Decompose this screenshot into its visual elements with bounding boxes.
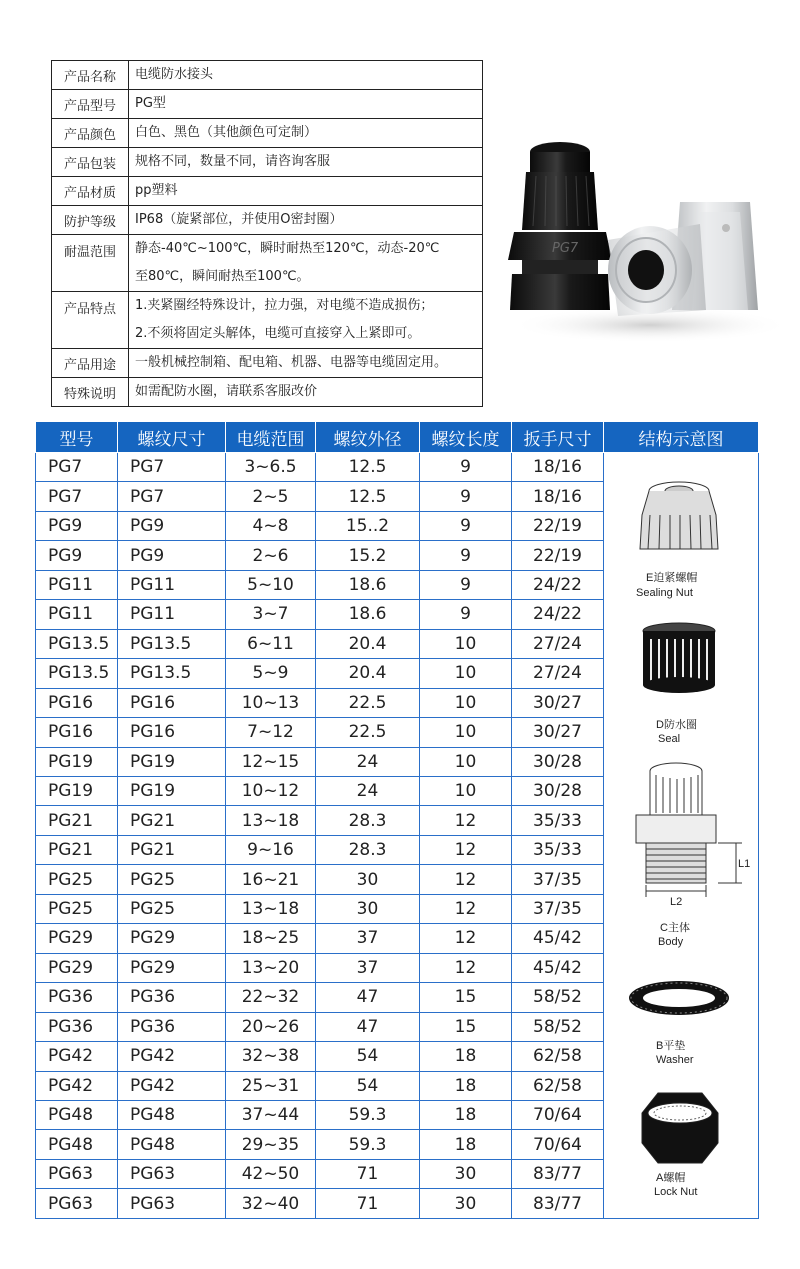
table-cell: 15.2	[316, 541, 420, 570]
table-cell: 37	[316, 924, 420, 953]
info-value-cell	[129, 235, 483, 292]
table-cell: 12	[420, 865, 512, 894]
info-value-cell	[129, 206, 483, 235]
table-cell: 3~6.5	[226, 453, 316, 482]
info-row	[52, 235, 483, 292]
table-cell: 30	[420, 1189, 512, 1219]
table-cell: PG25	[118, 865, 226, 894]
table-cell: PG7	[118, 453, 226, 482]
table-cell: 25~31	[226, 1071, 316, 1100]
table-cell: 12.5	[316, 453, 420, 482]
table-cell: 18	[420, 1100, 512, 1129]
info-value-cell	[129, 119, 483, 148]
table-cell: 9	[420, 570, 512, 599]
table-cell: PG48	[118, 1130, 226, 1159]
table-cell: PG7	[118, 482, 226, 511]
part-label-cn: C主体	[660, 922, 690, 934]
table-cell: 9~16	[226, 835, 316, 864]
table-cell: 62/58	[512, 1071, 604, 1100]
info-value: 一般机械控制箱、配电箱、机器、电器等电缆固定用。	[135, 355, 448, 370]
table-cell: 18	[420, 1071, 512, 1100]
white-gland-image	[608, 202, 758, 316]
table-cell: 9	[420, 511, 512, 540]
info-row	[52, 61, 483, 90]
table-cell: 12.5	[316, 482, 420, 511]
info-value-line2: 2.不须将固定头解体，电缆可直接穿入上紧即可。	[135, 326, 421, 341]
table-cell: PG11	[36, 570, 118, 599]
table-cell: 71	[316, 1189, 420, 1219]
table-cell: 22/19	[512, 511, 604, 540]
info-value: 白色、黑色（其他颜色可定制）	[135, 125, 318, 140]
info-row	[52, 349, 483, 378]
table-cell: PG36	[118, 983, 226, 1012]
table-cell: PG63	[118, 1159, 226, 1188]
table-cell: PG29	[36, 924, 118, 953]
table-cell: PG36	[118, 1012, 226, 1041]
part-label-cn: E迫紧螺帽	[646, 572, 698, 584]
table-cell: PG11	[118, 570, 226, 599]
table-cell: PG9	[118, 541, 226, 570]
info-key: 产品名称	[52, 61, 129, 90]
info-value: 静态-40℃~100℃，瞬时耐热至120℃，动态-20℃	[135, 241, 440, 256]
column-header: 型号	[36, 422, 118, 453]
part-label-cn: D防水圈	[656, 719, 697, 731]
table-cell: 32~40	[226, 1189, 316, 1219]
table-cell: 27/24	[512, 659, 604, 688]
table-cell: 18/16	[512, 482, 604, 511]
info-value: PG型	[135, 96, 166, 111]
table-cell: 18	[420, 1130, 512, 1159]
table-cell: PG42	[118, 1042, 226, 1071]
table-cell: 10	[420, 718, 512, 747]
table-cell: 45/42	[512, 924, 604, 953]
table-cell: PG42	[36, 1071, 118, 1100]
table-cell: PG11	[36, 600, 118, 629]
table-cell: 2~6	[226, 541, 316, 570]
table-cell: 3~7	[226, 600, 316, 629]
table-cell: PG21	[36, 835, 118, 864]
column-header: 螺纹外径	[316, 422, 420, 453]
info-value: 规格不同，数量不同，请咨询客服	[135, 154, 331, 169]
info-value-line2: 至80℃，瞬间耐热至100℃。	[135, 269, 310, 284]
column-header: 结构示意图	[604, 422, 759, 453]
column-header: 电缆范围	[226, 422, 316, 453]
info-key: 产品用途	[52, 349, 129, 378]
table-cell: PG19	[118, 747, 226, 776]
table-cell: 24/22	[512, 570, 604, 599]
table-cell: 54	[316, 1042, 420, 1071]
table-cell: 4~8	[226, 511, 316, 540]
table-cell: 71	[316, 1159, 420, 1188]
table-cell: 32~38	[226, 1042, 316, 1071]
table-cell: 10	[420, 776, 512, 805]
table-cell: 37/35	[512, 894, 604, 923]
dim-l2-label: L2	[670, 896, 683, 908]
table-cell: 30	[316, 894, 420, 923]
info-row	[52, 292, 483, 349]
table-cell: PG63	[36, 1159, 118, 1188]
table-cell: 13~18	[226, 894, 316, 923]
table-cell: 16~21	[226, 865, 316, 894]
info-row	[52, 177, 483, 206]
body-icon	[636, 763, 742, 897]
table-cell: PG16	[118, 718, 226, 747]
table-cell: 27/24	[512, 629, 604, 658]
table-cell: 18	[420, 1042, 512, 1071]
black-gland-image	[508, 142, 612, 310]
table-cell: PG9	[36, 511, 118, 540]
table-cell: PG25	[118, 894, 226, 923]
table-cell: 5~10	[226, 570, 316, 599]
table-cell: 30/28	[512, 747, 604, 776]
part-label-en: Lock Nut	[654, 1186, 698, 1198]
table-cell: PG36	[36, 983, 118, 1012]
table-cell: 15	[420, 1012, 512, 1041]
table-cell: PG19	[118, 776, 226, 805]
table-cell: PG7	[36, 453, 118, 482]
part-label-en: Seal	[658, 733, 681, 745]
table-cell: PG36	[36, 1012, 118, 1041]
table-cell: PG29	[36, 953, 118, 982]
column-header: 螺纹长度	[420, 422, 512, 453]
table-cell: PG13.5	[118, 629, 226, 658]
table-cell: 83/77	[512, 1189, 604, 1219]
sealing-nut-icon	[640, 482, 718, 549]
info-row	[52, 148, 483, 177]
info-row	[52, 206, 483, 235]
table-cell: 20.4	[316, 629, 420, 658]
product-marking: PG7	[552, 241, 579, 256]
table-cell: PG42	[36, 1042, 118, 1071]
table-cell: 24/22	[512, 600, 604, 629]
table-cell: 18.6	[316, 570, 420, 599]
table-cell: 13~20	[226, 953, 316, 982]
table-cell: 30/27	[512, 688, 604, 717]
column-header: 螺纹尺寸	[118, 422, 226, 453]
info-row	[52, 378, 483, 407]
info-key: 产品材质	[52, 177, 129, 206]
lock-nut-icon	[642, 1093, 718, 1163]
table-cell: 10~12	[226, 776, 316, 805]
table-cell: 9	[420, 541, 512, 570]
table-cell: PG29	[118, 924, 226, 953]
dim-l1-label: L1	[738, 858, 751, 870]
table-cell: 10	[420, 688, 512, 717]
table-cell: 5~9	[226, 659, 316, 688]
table-cell: PG16	[36, 688, 118, 717]
table-cell: PG48	[118, 1100, 226, 1129]
table-cell: 22.5	[316, 718, 420, 747]
table-cell: PG48	[36, 1100, 118, 1129]
info-key: 耐温范围	[52, 235, 129, 292]
table-cell: 58/52	[512, 983, 604, 1012]
table-cell: 37/35	[512, 865, 604, 894]
table-cell: 22/19	[512, 541, 604, 570]
info-row	[52, 90, 483, 119]
table-cell: 2~5	[226, 482, 316, 511]
structure-diagram	[606, 453, 756, 1213]
info-key: 产品颜色	[52, 119, 129, 148]
table-cell: 30	[420, 1159, 512, 1188]
table-cell: PG11	[118, 600, 226, 629]
product-info-table	[51, 60, 483, 407]
table-cell: 37~44	[226, 1100, 316, 1129]
info-key: 产品特点	[52, 292, 129, 349]
table-cell: PG29	[118, 953, 226, 982]
table-cell: 42~50	[226, 1159, 316, 1188]
table-cell: 29~35	[226, 1130, 316, 1159]
table-cell: 12	[420, 953, 512, 982]
table-cell: 62/58	[512, 1042, 604, 1071]
table-cell: 24	[316, 776, 420, 805]
table-cell: PG16	[118, 688, 226, 717]
table-cell: PG63	[36, 1189, 118, 1219]
table-cell: 12	[420, 924, 512, 953]
table-row	[36, 453, 759, 482]
spec-table	[35, 421, 759, 1219]
info-value-cell	[129, 349, 483, 378]
table-cell: 12	[420, 835, 512, 864]
table-cell: 59.3	[316, 1130, 420, 1159]
table-cell: PG19	[36, 776, 118, 805]
table-cell: 54	[316, 1071, 420, 1100]
info-value-cell	[129, 378, 483, 407]
table-cell: 70/64	[512, 1130, 604, 1159]
info-key: 产品型号	[52, 90, 129, 119]
table-cell: 7~12	[226, 718, 316, 747]
table-cell: 12	[420, 894, 512, 923]
part-label-cn: B平垫	[656, 1040, 686, 1052]
column-header: 扳手尺寸	[512, 422, 604, 453]
part-label-en: Sealing Nut	[636, 587, 693, 599]
info-value-cell	[129, 90, 483, 119]
table-cell: 28.3	[316, 835, 420, 864]
table-cell: PG63	[118, 1189, 226, 1219]
table-cell: 70/64	[512, 1100, 604, 1129]
table-cell: 13~18	[226, 806, 316, 835]
part-label-en: Body	[658, 936, 684, 948]
table-cell: PG7	[36, 482, 118, 511]
table-cell: 10	[420, 629, 512, 658]
table-cell: 30	[316, 865, 420, 894]
table-cell: 47	[316, 983, 420, 1012]
table-cell: PG21	[118, 806, 226, 835]
table-cell: PG13.5	[36, 629, 118, 658]
table-cell: 9	[420, 453, 512, 482]
info-key: 防护等级	[52, 206, 129, 235]
table-cell: 35/33	[512, 806, 604, 835]
table-cell: 22.5	[316, 688, 420, 717]
table-cell: 35/33	[512, 835, 604, 864]
table-cell: 12~15	[226, 747, 316, 776]
info-value: IP68（旋紧部位，并使用O密封圈）	[135, 212, 343, 227]
product-photo	[500, 120, 800, 360]
part-label-cn: A螺帽	[656, 1172, 686, 1184]
table-cell: 6~11	[226, 629, 316, 658]
info-value-cell	[129, 177, 483, 206]
table-cell: 20.4	[316, 659, 420, 688]
table-cell: 30/27	[512, 718, 604, 747]
table-cell: 9	[420, 482, 512, 511]
info-key: 产品包装	[52, 148, 129, 177]
table-cell: PG19	[36, 747, 118, 776]
table-cell: 10	[420, 747, 512, 776]
table-cell: 12	[420, 806, 512, 835]
info-value: pp塑料	[135, 183, 178, 198]
table-cell: PG48	[36, 1130, 118, 1159]
table-cell: PG13.5	[36, 659, 118, 688]
table-cell: 15	[420, 983, 512, 1012]
table-cell: PG21	[36, 806, 118, 835]
info-value-cell	[129, 292, 483, 349]
table-cell: 45/42	[512, 953, 604, 982]
info-value-cell	[129, 148, 483, 177]
table-cell: PG42	[118, 1071, 226, 1100]
table-cell: 18/16	[512, 453, 604, 482]
info-value: 如需配防水圈，请联系客服改价	[135, 384, 318, 399]
table-cell: 47	[316, 1012, 420, 1041]
table-cell: 10	[420, 659, 512, 688]
spec-header-row	[36, 422, 759, 453]
table-cell: PG21	[118, 835, 226, 864]
table-cell: 15..2	[316, 511, 420, 540]
table-cell: 10~13	[226, 688, 316, 717]
table-cell: 22~32	[226, 983, 316, 1012]
table-cell: 28.3	[316, 806, 420, 835]
part-label-en: Washer	[656, 1054, 694, 1066]
table-cell: 20~26	[226, 1012, 316, 1041]
table-cell: 9	[420, 600, 512, 629]
table-cell: PG25	[36, 865, 118, 894]
table-cell: PG25	[36, 894, 118, 923]
washer-icon	[629, 981, 729, 1015]
table-cell: 59.3	[316, 1100, 420, 1129]
table-cell: PG9	[36, 541, 118, 570]
table-cell: PG16	[36, 718, 118, 747]
table-cell: 18.6	[316, 600, 420, 629]
info-key: 特殊说明	[52, 378, 129, 407]
structure-diagram-cell	[604, 453, 759, 1219]
table-cell: 24	[316, 747, 420, 776]
table-cell: 83/77	[512, 1159, 604, 1188]
table-cell: 30/28	[512, 776, 604, 805]
table-cell: 58/52	[512, 1012, 604, 1041]
info-row	[52, 119, 483, 148]
table-cell: PG13.5	[118, 659, 226, 688]
seal-icon	[643, 623, 715, 693]
table-cell: PG9	[118, 511, 226, 540]
info-value: 1.夹紧圈经特殊设计，拉力强，对电缆不造成损伤；	[135, 298, 434, 313]
info-value-cell	[129, 61, 483, 90]
info-value: 电缆防水接头	[135, 67, 214, 82]
table-cell: 37	[316, 953, 420, 982]
table-cell: 18~25	[226, 924, 316, 953]
